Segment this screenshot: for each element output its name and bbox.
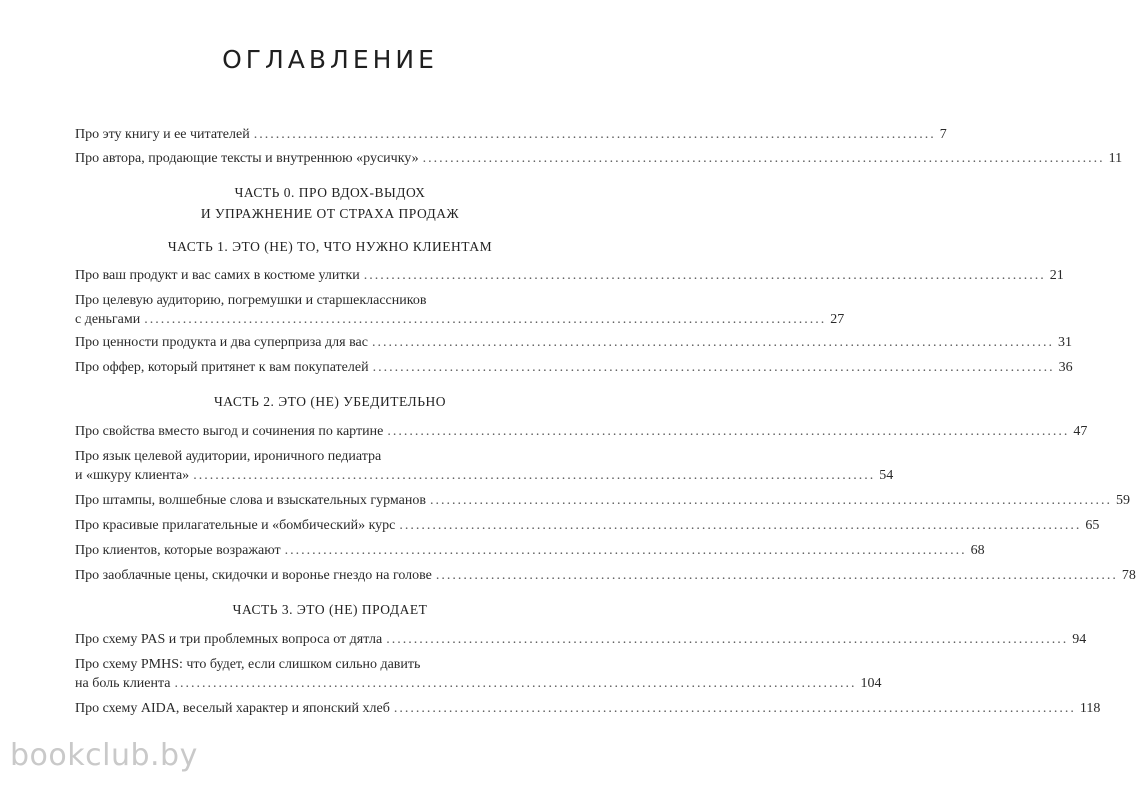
toc-entry-page: 36 <box>1058 360 1073 375</box>
toc-entry-title: Про язык целевой аудитории, ироничного педиатра <box>75 449 382 464</box>
toc-entry-page: 118 <box>1079 701 1101 716</box>
part-heading[interactable]: ЧАСТЬ 1. ЭТО (НЕ) ТО, ЧТО НУЖНО КЛИЕНТАМ <box>167 239 493 254</box>
toc-entry-page: 47 <box>1073 424 1088 439</box>
dot-leader: ............................................................................................................................ <box>193 468 876 483</box>
toc-entry[interactable] <box>75 630 1087 649</box>
toc-entry-page: 59 <box>1115 493 1130 508</box>
part-heading-line: ЧАСТЬ 0. ПРО ВДОХ-ВЫДОХ <box>234 185 426 200</box>
toc-entry[interactable] <box>75 491 1130 510</box>
dot-leader: ............................................................................................................................ <box>386 632 1069 647</box>
dot-leader: ............................................................................................................................ <box>144 312 827 327</box>
toc-entry-title: Про ценности продукта и два суперприза для вас <box>75 335 368 350</box>
toc-entry-title: Про ваш продукт и вас самих в костюме улитки <box>75 268 360 283</box>
dot-leader: ............................................................................................................................ <box>399 518 1082 533</box>
toc-entry[interactable] <box>75 125 947 144</box>
toc-entry-title: Про схему PAS и три проблемных вопроса от дятла <box>75 632 383 647</box>
toc-entry-title: Про клиентов, которые возражают <box>75 543 281 558</box>
toc-entry-page: 27 <box>830 312 845 327</box>
toc-entry-page: 94 <box>1072 632 1087 647</box>
toc-entry-page: 11 <box>1108 151 1123 166</box>
table-of-contents <box>75 125 1136 718</box>
toc-entry[interactable] <box>75 149 1123 168</box>
toc-entry-title-cont: на боль клиента <box>75 676 171 691</box>
toc-entry-page: 78 <box>1121 568 1136 583</box>
part-heading[interactable] <box>75 182 585 224</box>
toc-entry-title-cont: и «шкуру клиента» <box>75 468 190 483</box>
toc-entry-title: Про оффер, который притянет к вам покупателей <box>75 360 369 375</box>
toc-entry[interactable] <box>75 266 1064 285</box>
dot-leader: ............................................................................................................................ <box>429 493 1112 508</box>
toc-entry-title: Про свойства вместо выгод и сочинения по картине <box>75 424 384 439</box>
toc-entry-page: 31 <box>1057 335 1072 350</box>
toc-entry-title: Про эту книгу и ее читателей <box>75 127 250 142</box>
dot-leader: ............................................................................................................................ <box>422 151 1105 166</box>
toc-entry-title: Про автора, продающие тексты и внутреннюю «русичку» <box>75 151 419 166</box>
page-title: ОГЛАВЛЕНИЕ <box>222 45 438 74</box>
toc-entry-page: 54 <box>879 468 894 483</box>
toc-entry-title: Про схему AIDA, веселый характер и японский хлеб <box>75 701 390 716</box>
toc-entry-title-cont: с деньгами <box>75 312 141 327</box>
dot-leader: ............................................................................................................................ <box>387 424 1070 439</box>
toc-entry[interactable] <box>75 291 845 329</box>
toc-entry-title: Про целевую аудиторию, погремушки и старшеклассников <box>75 293 427 308</box>
toc-entry[interactable] <box>75 655 882 693</box>
toc-entry[interactable] <box>75 333 1072 352</box>
toc-entry[interactable] <box>75 358 1073 377</box>
dot-leader: ............................................................................................................................ <box>372 360 1055 375</box>
toc-entry-title: Про заоблачные цены, скидочки и воронье гнездо на голове <box>75 568 432 583</box>
toc-entry[interactable] <box>75 516 1100 535</box>
watermark-logo: bookclub.by <box>10 738 198 773</box>
toc-entry-page: 7 <box>939 127 947 142</box>
toc-entry[interactable] <box>75 541 985 560</box>
toc-entry-page: 68 <box>970 543 985 558</box>
toc-entry[interactable] <box>75 566 1136 585</box>
toc-entry-page: 65 <box>1085 518 1100 533</box>
toc-entry[interactable] <box>75 447 894 485</box>
toc-entry-title: Про красивые прилагательные и «бомбический» курс <box>75 518 396 533</box>
part-heading[interactable]: ЧАСТЬ 2. ЭТО (НЕ) УБЕДИТЕЛЬНО <box>214 394 446 409</box>
toc-entry-title: Про схему PMHS: что будет, если слишком сильно давить <box>75 657 421 672</box>
dot-leader: ............................................................................................................................ <box>393 701 1076 716</box>
dot-leader: ............................................................................................................................ <box>253 127 936 142</box>
toc-entry-page: 21 <box>1049 268 1064 283</box>
dot-leader: ............................................................................................................................ <box>435 568 1118 583</box>
part-heading[interactable]: ЧАСТЬ 3. ЭТО (НЕ) ПРОДАЕТ <box>232 602 428 617</box>
toc-entry-title: Про штампы, волшебные слова и взыскательных гурманов <box>75 493 426 508</box>
toc-entry[interactable] <box>75 422 1088 441</box>
dot-leader: ............................................................................................................................ <box>363 268 1046 283</box>
toc-entry-page: 104 <box>860 676 882 691</box>
dot-leader: ............................................................................................................................ <box>174 676 857 691</box>
toc-entry[interactable] <box>75 699 1101 718</box>
dot-leader: ............................................................................................................................ <box>284 543 967 558</box>
part-heading-line: И УПРАЖНЕНИЕ ОТ СТРАХА ПРОДАЖ <box>200 206 460 221</box>
dot-leader: ............................................................................................................................ <box>371 335 1054 350</box>
